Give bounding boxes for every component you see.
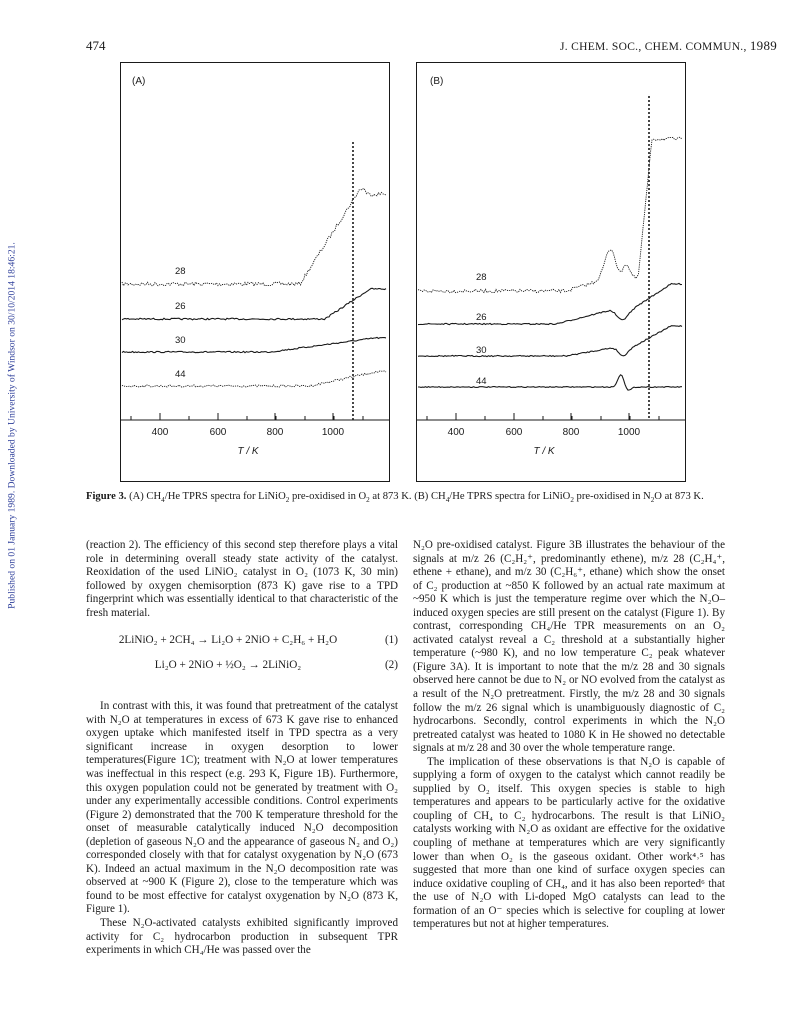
journal-year: 1989 — [749, 38, 778, 53]
trace-label-26: 26 — [175, 301, 186, 312]
equation-1-number: (1) — [384, 634, 398, 647]
paragraph: These N₂O-activated catalysts exhibited significantly improved activity for C₂ hydrocarbon production in subsequent TPR experiments in which CH₄/He was passed over the — [86, 917, 398, 957]
trace-label-44: 44 — [476, 376, 487, 387]
tick-label-800: 800 — [562, 427, 580, 438]
panel-b-label: (B) — [430, 76, 444, 87]
paragraph: The implication of these observations is that N₂O is capable of supplying a form of oxygen to the catalyst which cannot readily be supplied by O₂ itself. This oxygen species is stable to high temperatures and appears to be particularly active for the oxidative coupling of CH₄ to C₂ hydrocarbons. The result is that LiNiO₂ catalysts working with N₂O as oxidant are effective for the oxidative coupling of methane at temperatures which are very significantly lower than when O₂ is the gaseous oxidant. Other work⁴˒⁵ has suggested that more than one kind of surface oxygen species can induce oxidative coupling of CH₄, and it has also been reported⁶ that the use of N₂O with Li-doped MgO catalysts can lead to the formation of an O⁻ species which is selective for coupling at lower temperatures but not at higher temperatures. — [413, 755, 725, 931]
trace-28 — [122, 188, 386, 286]
trace-label-28: 28 — [175, 266, 186, 277]
trace-26 — [418, 283, 682, 324]
tick-label-400: 400 — [151, 427, 169, 438]
tick-label-1000: 1000 — [617, 427, 641, 438]
trace-label-26: 26 — [476, 312, 487, 323]
paragraph: (reaction 2). The efficiency of this second step therefore plays a vital role in determining overall steady state activity of the catalyst. Reoxidation of the used LiNiO₂ catalyst in O₂ (1073 K, 30 min) followed by oxygen chemisorption (873 K) gave rise to a TPD fingerprint which was essentially identical to that characteristic of the fresh material. — [86, 539, 398, 619]
body-column-left — [86, 539, 398, 958]
equation-2-body: Li₂O + 2NiO + ½O₂ → 2LiNiO₂ — [154, 659, 302, 672]
caption-label: Figure 3. — [86, 491, 127, 502]
figure-panel-b — [416, 62, 686, 482]
trace-label-30: 30 — [476, 345, 487, 356]
paragraph: N₂O pre-oxidised catalyst. Figure 3B illustrates the behaviour of the signals at m/z 26 (C₂H₂⁺, predominantly ethene), m/z 28 (C₂H₄⁺, ethene + ethane), and m/z 30 (C₂H₆⁺, ethane) which show the onset of C₂ production at ~850 K followed by an actual rate maximum at ~950 K which is just the temperature regime over which the N₂O–induced oxygen species are still present on the catalyst (Figure 1). By contrast, corresponding CH₄/He TPR measurements on an O₂ activated catalyst reveal a C₂ threshold at a substantially higher temperature (~980 K), and no low temperature C₂ peak whatever (Figure 3A). It is important to note that the m/z 28 and 30 signals observed here cannot be due to N₂ or NO evolved from the catalyst as a result of the N₂O pretreatment. Firstly, the m/z 28 and 30 signals follow the m/z 26 signal which is unambiguously diagnostic of C₂ hydrocarbons. Secondly, control experiments in which the N₂O pretreated catalyst was heated to 1080 K in He showed no detectable signals at m/z 28 and 30 over the whole temperature range. — [413, 539, 725, 755]
paragraph: In contrast with this, it was found that pretreatment of the catalyst with N₂O at temperatures in excess of 673 K gave rise to enhanced oxygen uptake which manifested itself in TPD spectra as a very significant increase in oxygen desorption to lower temperatures(Figure 1C); treatment with N₂O at lower temperatures was ineffectual in this respect (e.g. 293 K, Figure 1B). Furthermore, this oxygen population could not be generated by treatment with O₂ under any experimentally accessible conditions. Control experiments (Figure 2) demonstrated that the 700 K temperature threshold for the onset of measurable catalytically induced N₂O decomposition (depletion of gaseous N₂O and the appearance of gaseous N₂ and O₂) corresponded closely with that for catalyst oxygenation by N₂O (673 K). Indeed an actual maximum in the N₂O decomposition rate was observed at ~900 K (Figure 2), close to the temperature which was found to be most effective for catalyst oxygenation by N₂O (873 K, Figure 1). — [86, 700, 398, 916]
trace-label-30: 30 — [175, 335, 186, 346]
tick-label-400: 400 — [447, 427, 465, 438]
trace-26 — [122, 288, 386, 320]
trace-28 — [418, 137, 682, 292]
panel-a-label: (A) — [132, 76, 146, 87]
equation-2 — [86, 659, 398, 684]
journal-title: J. CHEM. SOC., CHEM. COMMUN., — [560, 41, 750, 53]
equation-1-body: 2LiNiO₂ + 2CH₄ → Li₂O + 2NiO + C₂H₆ + H₂O — [118, 634, 338, 647]
x-axis-label: T / K — [533, 446, 555, 457]
tick-label-1000: 1000 — [321, 427, 345, 438]
equation-1 — [86, 634, 398, 659]
trace-label-44: 44 — [175, 369, 186, 380]
figure-panel-a — [120, 62, 390, 482]
equation-2-number: (2) — [384, 659, 398, 672]
page-number: 474 — [86, 38, 106, 53]
trace-44 — [122, 371, 386, 387]
trace-30 — [122, 337, 386, 352]
figure-caption: Figure 3. (A) $CH_4/He$ TPRS spectra for LiNiO$_2$ pre-oxidised in $O_2$ at 873 K. (B) $CH_4/He$ TPRS spectra for LiNiO$_2$ pre-oxidised in $N_2O$ at 873 K. — [86, 491, 704, 505]
trace-44 — [418, 375, 682, 390]
tick-label-600: 600 — [505, 427, 523, 438]
trace-30 — [418, 326, 682, 357]
tick-label-600: 600 — [209, 427, 227, 438]
body-column-right — [413, 539, 725, 932]
trace-label-28: 28 — [476, 272, 487, 283]
journal-header — [560, 38, 777, 54]
tick-label-800: 800 — [266, 427, 284, 438]
x-axis-label: T / K — [237, 446, 259, 457]
side-watermark: Published on 01 January 1989. Downloaded by University of Windsor on 30/10/2014 18:46:21. — [6, 242, 18, 609]
